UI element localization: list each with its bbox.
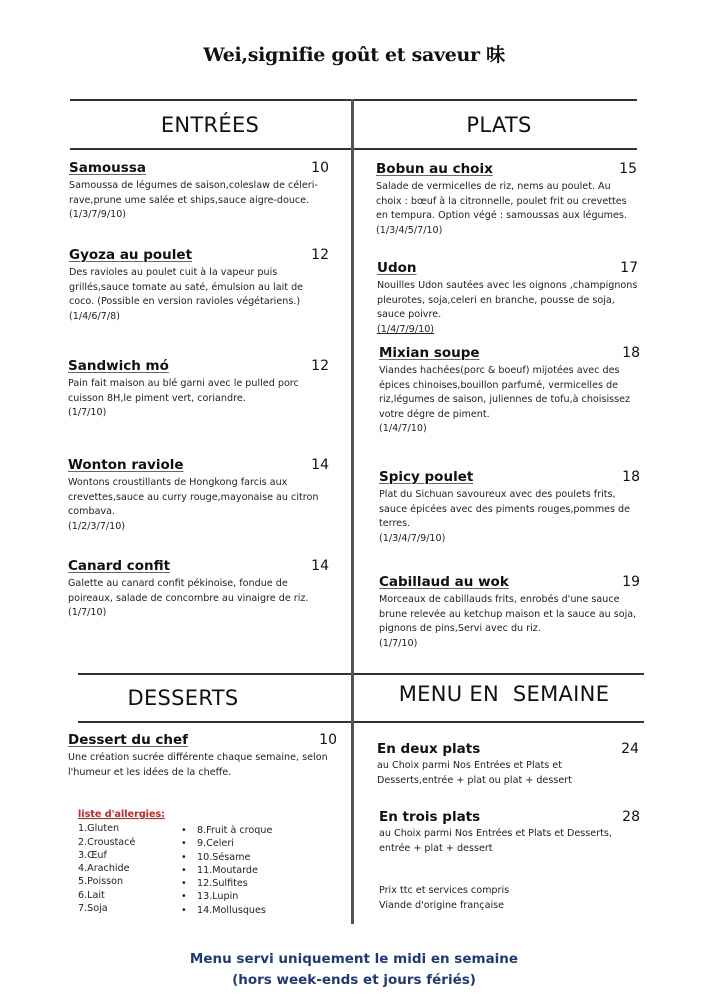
item-name: Udon — [377, 260, 417, 276]
item-price: 24 — [621, 741, 639, 757]
menu-item-gyoza — [69, 247, 329, 324]
service-hours-note — [0, 949, 708, 991]
mid-rule-1 — [78, 673, 644, 675]
item-price: 18 — [622, 469, 640, 485]
item-description: au Choix parmi Nos Entrées et Plats et Desserts, entrée + plat + dessert — [379, 828, 612, 854]
allergy-item: 2.Croustacé — [78, 836, 136, 848]
mid-rule-2 — [78, 721, 644, 723]
heading-desserts: DESSERTS — [127, 686, 239, 710]
item-description: Morceaux de cabillauds frits, enrobés d'une sauce brune relevée au ketchup maison et la sauce au soja, pignons de pins,Servi avec du riz. (1/7/10) — [379, 594, 637, 649]
item-name: Sandwich mó — [68, 358, 169, 374]
item-description: Samoussa de légumes de saison,coleslaw de céleri-rave,prune ume salée et ships,sauce aigre-douce. (1/3/7/9/10) — [69, 180, 318, 221]
menu-item-samoussa — [69, 160, 329, 223]
menu-item-udon — [377, 260, 638, 337]
allergy-column-2 — [181, 824, 291, 917]
item-name: Wonton raviole — [68, 457, 184, 473]
heading-menu-semaine: MENU EN SEMAINE — [398, 682, 610, 706]
item-name: Samoussa — [69, 160, 146, 176]
allergy-item: • 12.Sulfites — [181, 877, 291, 890]
menu-item-mixian — [379, 345, 640, 437]
price-notes — [379, 883, 639, 913]
item-description: Galette au canard confit pékinoise, fondue de poireaux, salade de concombre au vinaigre de riz. (1/7/10) — [68, 578, 309, 619]
allergy-item: • 10.Sésame — [181, 851, 291, 864]
menu-formula-trois-plats — [379, 809, 640, 856]
item-description: Une création sucrée différente chaque semaine, selon l'humeur et les idées de la cheffe. — [68, 752, 328, 778]
item-price: 28 — [622, 809, 640, 825]
menu-item-spicy-poulet — [379, 469, 640, 546]
item-name: Bobun au choix — [376, 161, 493, 177]
item-price: 19 — [622, 574, 640, 590]
menu-item-canard — [68, 558, 329, 621]
allergy-item: • 9.Celeri — [181, 837, 291, 850]
item-price: 18 — [622, 345, 640, 361]
allergy-item: 1.Gluten — [78, 823, 120, 835]
allergy-item: 6.Lait — [78, 889, 105, 901]
menu-item-sandwich — [68, 358, 329, 421]
item-description: Salade de vermicelles de riz, nems au poulet. Au choix : bœuf à la citronnelle, poulet frit ou crevettes en tempura. Option végé : samoussas aux légumes. (1/3/4/5/7/10) — [376, 181, 627, 236]
allergy-item: 3.Œuf — [78, 849, 107, 861]
menu-item-dessert-du-chef — [68, 732, 337, 780]
allergy-item: • 13.Lupin — [181, 890, 291, 903]
service-note-line-2: (hors week-ends et jours fériés) — [232, 972, 476, 988]
item-price: 17 — [620, 260, 638, 276]
menu-formula-deux-plats — [377, 741, 639, 788]
allergy-item: 7.Soja — [78, 903, 108, 915]
item-description: Viandes hachées(porc & boeuf) mijotées avec des épices chinoises,bouillon parfumé, vermicelles de riz,légumes de saison, juliennes de tofu,à choisissez votre dégre de piment. (1/4/7/10) — [379, 365, 631, 435]
allergy-item: • 11.Moutarde — [181, 864, 291, 877]
item-price: 10 — [319, 732, 337, 748]
item-price: 15 — [619, 161, 637, 177]
item-name: Mixian soupe — [379, 345, 480, 361]
heading-plats: PLATS — [466, 113, 532, 137]
allergy-title: liste d'allergies: — [78, 809, 166, 820]
item-description: Nouilles Udon sautées avec les oignons ,champignons pleurotes, soja,celeri en branche, pousse de soja, sauce poivre. (1/4/7/9/10) — [377, 280, 638, 335]
item-price: 14 — [311, 457, 329, 473]
service-note-line-1: Menu servi uniquement le midi en semaine — [189, 951, 519, 967]
page-title: Wei,signifie goût et saveur 味 — [203, 44, 505, 66]
heading-entrees: ENTRÉES — [160, 113, 260, 137]
note-viande-origine: Viande d'origine française — [379, 900, 505, 911]
allergy-item: 5.Poisson — [78, 876, 124, 888]
item-price: 12 — [311, 358, 329, 374]
item-price: 12 — [311, 247, 329, 263]
allergy-item: 4.Arachide — [78, 863, 130, 875]
item-name: Spicy poulet — [379, 469, 474, 485]
item-name: En deux plats — [377, 741, 481, 757]
allergy-item: • 8.Fruit à croque — [181, 824, 291, 837]
item-name: Gyoza au poulet — [69, 247, 193, 263]
item-name: Cabillaud au wok — [379, 574, 509, 590]
item-name: Canard confit — [68, 558, 171, 574]
item-price: 10 — [311, 160, 329, 176]
item-description: Wontons croustillants de Hongkong farcis aux crevettes,sauce au curry rouge,mayonaise au citron combava. (1/2/3/7/10) — [68, 477, 319, 532]
allergy-list-2 — [181, 824, 291, 917]
item-name: En trois plats — [379, 809, 481, 825]
item-description: au Choix parmi Nos Entrées et Plats et Desserts,entrée + plat ou plat + dessert — [377, 760, 572, 786]
item-description: Pain fait maison au blé garni avec le pulled porc cuisson 8H,le piment vert, coriandre. (1/7/10) — [68, 378, 299, 419]
item-description: Des ravioles au poulet cuit à la vapeur puis grillés,sauce tomate au saté, émulsion au lait de coco. (Possible en version ravioles végétariens.) (1/4/6/7/8) — [69, 267, 304, 322]
item-name: Dessert du chef — [68, 732, 189, 748]
item-price: 14 — [311, 558, 329, 574]
menu-item-bobun — [376, 161, 637, 238]
column-divider — [351, 99, 354, 924]
menu-item-wonton — [68, 457, 329, 534]
note-prix-ttc: Prix ttc et services compris — [379, 885, 510, 896]
menu-item-cabillaud — [379, 574, 640, 651]
item-description: Plat du Sichuan savoureux avec des poulets frits, sauce épicées avec des piments rouges,pommes de terres. (1/3/4/7/9/10) — [379, 489, 631, 544]
allergy-item: • 14.Mollusques — [181, 904, 291, 917]
